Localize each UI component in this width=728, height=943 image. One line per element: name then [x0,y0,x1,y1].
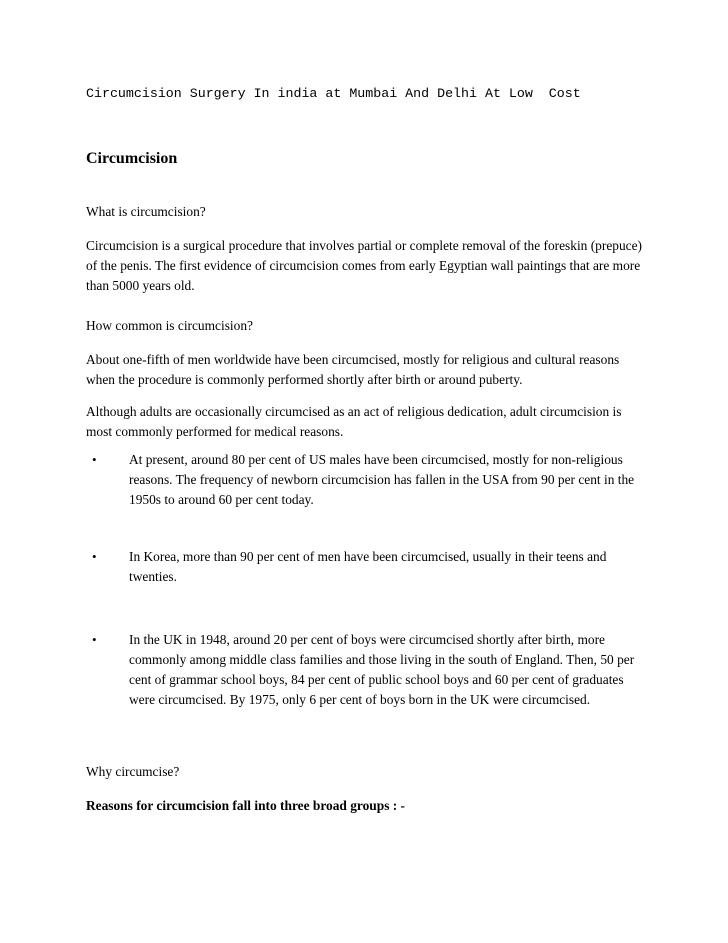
paragraph-definition: Circumcision is a surgical procedure that involves partial or complete removal of the foreskin (prepuce) of the penis. The first evidence of circumcision comes from early Egyptian wall paintings that are more than 5000 years old. [86,238,643,293]
question-how-common: How common is circumcision? [86,318,253,333]
bullet-marker: • [92,452,97,467]
list-item-korea: In Korea, more than 90 per cent of men have been circumcised, usually in their teens and twenties. [129,549,607,584]
question-why: Why circumcise? [86,764,180,779]
paragraph-adults: Although adults are occasionally circumcised as an act of religious dedication, adult circumcision is most commonly performed for medical reasons. [86,404,622,439]
bullet-marker: • [92,632,97,647]
document-title: Circumcision Surgery In india at Mumbai And Delhi At Low Cost [86,86,581,101]
bullet-marker: • [92,549,97,564]
list-item-us: At present, around 80 per cent of US males have been circumcised, mostly for non-religious reasons. The frequency of newborn circumcision has fallen in the USA from 90 per cent in the 1950s to around 60 per cent today. [129,452,635,507]
section-heading: Circumcision [86,150,178,167]
list-item-uk: In the UK in 1948, around 20 per cent of boys were circumcised shortly after birth, more commonly among middle class families and those living in the south of England. Then, 50 per cent of grammar school boys, 84 per cent of public school boys and 60 per cent of graduates were circumcised. By 1975, only 6 per cent of boys born in the UK were circumcised. [129,632,635,707]
paragraph-prevalence: About one-fifth of men worldwide have been circumcised, mostly for religious and cultural reasons when the procedure is commonly performed shortly after birth or around puberty. [86,352,620,387]
question-what-is: What is circumcision? [86,204,206,219]
paragraph-reasons: Reasons for circumcision fall into three broad groups : - [86,798,406,813]
